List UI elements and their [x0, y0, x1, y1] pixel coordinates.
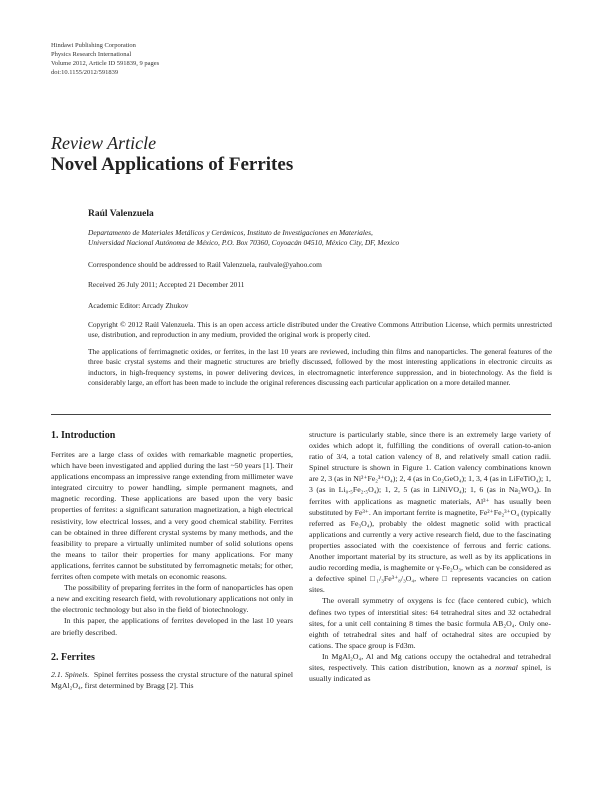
received-accepted-dates: Received 26 July 2011; Accepted 21 December 2011: [88, 280, 245, 289]
section-heading-introduction: 1. Introduction: [51, 430, 116, 441]
left-column: [51, 429, 293, 691]
author-name: Raúl Valenzuela: [88, 209, 154, 219]
affiliation: [88, 228, 552, 249]
body-paragraph: [51, 669, 293, 691]
paragraph-text: spinel, is usually indicated as: [309, 662, 551, 684]
section-divider: [51, 414, 551, 415]
publisher-line: Hindawi Publishing Corporation: [51, 42, 136, 49]
subsection-title: 2.1. Spinels.: [51, 669, 90, 679]
affiliation-line: Universidad Nacional Autónoma de México, P.O. Box 70360, Coyoacán 04510, México City, DF, Mexico: [88, 238, 400, 248]
subsection-text: Spinel ferrites possess the crystal structure of the natural spinel MgAl₂O₄, first determined by Bragg [2]. This: [51, 669, 293, 690]
affiliation-line: Departamento de Materiales Metálicos y Cerámicos, Instituto de Investigaciones en Materiales,: [88, 228, 373, 237]
abstract: The applications of ferrimagnetic oxides, or ferrites, in the last 10 years are reviewed, including thin films and nanoparticles. The general features of the three basic crystal systems and their magnetic structures are briefly discussed, followed by the most interesting applications in electronic circuits as inductors, in high-frequency systems, in power delivering devices, in electromagnetic interference suppression, and in biotechnology. As the field is considerably large, an effort has been made to include the original references discussing each particular application on a more detailed manner.: [88, 347, 552, 387]
body-paragraph: The possibility of preparing ferrites in the form of nanoparticles has open a new and exciting research field, with revolutionary applications not only in the electronic technology but also in the field of biotechnology.: [51, 583, 293, 615]
copyright-notice: Copyright © 2012 Raúl Valenzuela. This is an open access article distributed under the Creative Commons Attribution License, which permits unrestricted use, distribution, and reproduction in any medium, provided the original work is properly cited.: [88, 320, 552, 340]
volume-line: Volume 2012, Article ID 591839, 9 pages: [51, 60, 160, 67]
section-heading-ferrites: 2. Ferrites: [51, 651, 95, 663]
paragraph-text: In MgAl₂O₄, Al and Mg cations occupy the octahedral and tetrahedral sites, respectively. This cation distribution, known as a: [309, 651, 551, 672]
body-paragraph: structure is particularly stable, since there is an extremely large variety of oxides which adopt it, fulfilling the conditions of overall cation-to-anion ratio of 3/4, a total cation valency of 8, and relatively small cation radii. Spinel structure is shown in Figure 1. Cation valency combinations known are 2, 3 (as in Ni²⁺Fe₂³⁺O₄); 2, 4 (as in Co₂GeO₄); 1, 3, 4 (as in LiFeTiO₄); 1, 3 (as in Li₀.₅Fe₂.₅O₄); 1, 2, 5 (as in LiNiVO₄); 1, 6 (as in Na₂WO₄). In ferrites with applications as magnetic materials, Al³⁺ has usually been substituted by Fe³⁺. An important ferrite is magnetite, Fe²⁺Fe₂³⁺O₄ (typically referred as Fe₃O₄), probably the oldest magnetic solid with practical applications and currently a very active research field, due to the fascinating properties associated with the coexistence of ferrous and ferric cations. Another important material by its structure, as well as by its applications in audio recording media, is maghemite or γ-Fe₂O₃, which can be considered as a defective spinel □₁/₃Fe³⁺₈/₃O₄, where □ represents vacancies on cation sites.: [309, 430, 551, 595]
doi-line: doi:10.1155/2012/591839: [51, 69, 119, 76]
correspondence: Correspondence should be addressed to Raúl Valenzuela, raulvale@yahoo.com: [88, 260, 322, 269]
article-title: Novel Applications of Ferrites: [51, 154, 294, 175]
body-paragraph: The overall symmetry of oxygens is fcc (face centered cubic), which defines two types of interstitial sites: 64 tetrahedral sites and 32 octahedral sites, for a unit cell containing 8 times the basic formula AB₂O₄. Only one-eighth of tetrahedral sites and half of octahedral sites are occupied by cations. The space group is Fd3m.: [309, 596, 551, 650]
body-paragraph: In this paper, the applications of ferrites developed in the last 10 years are briefly described.: [51, 616, 293, 637]
journal-line: Physics Research International: [51, 51, 132, 58]
body-paragraph: Ferrites are a large class of oxides with remarkable magnetic properties, which have been investigated and applied during the last ~50 years [1]. Their applications encompass an impressive range extending from millimeter wave integrated circuitry to power handling, simple permanent magnets, and magnetic recording. These applications are based upon the very basic properties of ferrites: a significant saturation magnetization, a high electrical resistivity, low electrical losses, and a very good chemical stability. Ferrites can be obtained in three different crystal systems by many methods, and the feasibility to prepare a virtually unlimited number of solid solutions opens the means to tailor their properties for many applications. For many applications, ferrites cannot be substituted by ferromagnetic metals; for other, ferrites often compete with metals on economic reasons.: [51, 450, 293, 582]
right-column: [309, 429, 551, 684]
article-type: Review Article: [51, 133, 157, 153]
journal-header: [51, 41, 159, 77]
body-paragraph: [309, 651, 551, 684]
emphasis-text: normal: [495, 662, 518, 672]
academic-editor: Academic Editor: Arcady Zhukov: [88, 301, 189, 310]
